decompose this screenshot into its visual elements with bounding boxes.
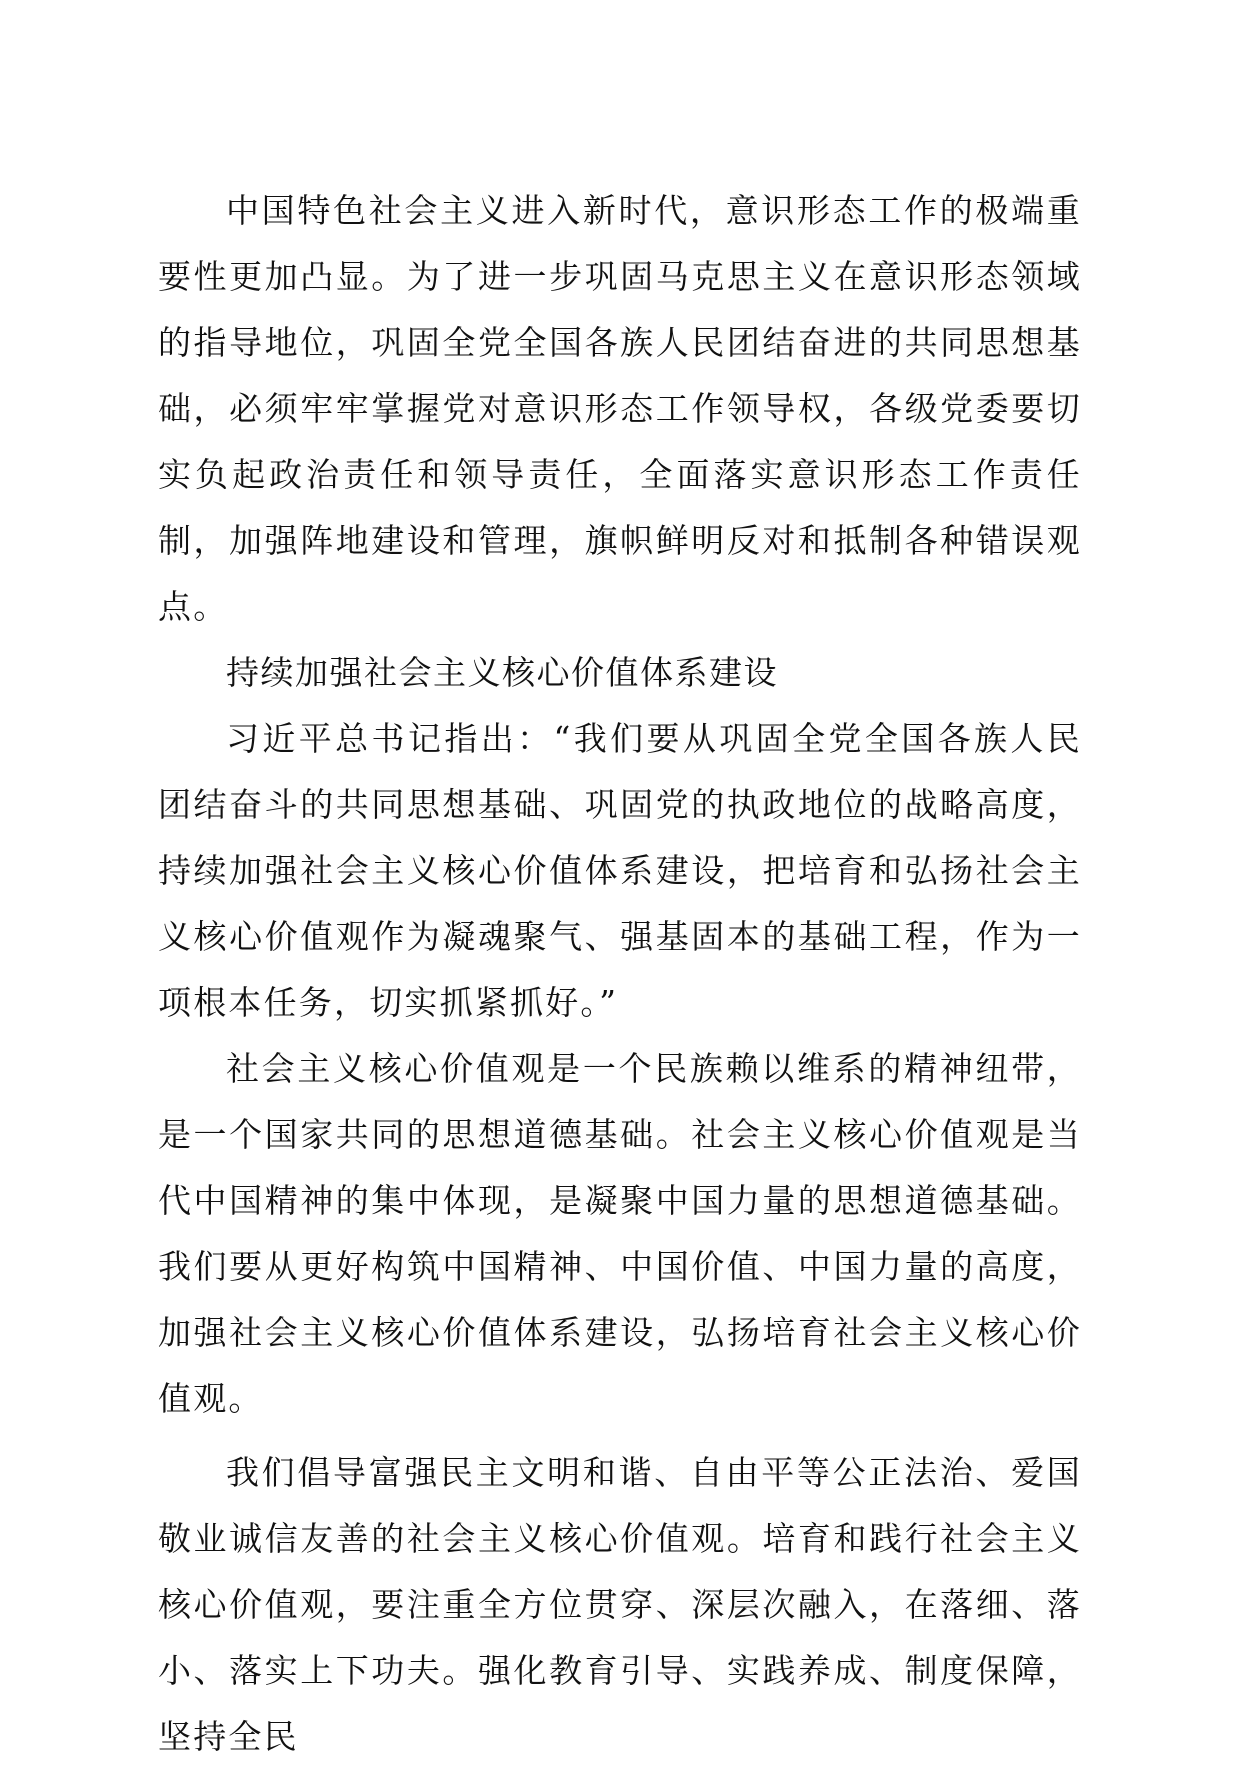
paragraph-quote: 习近平总书记指出：“我们要从巩固全党全国各族人民团结奋斗的共同思想基础、巩固党的执政地位的战略高度，持续加强社会主义核心价值体系建设，把培育和弘扬社会主义核心价值观作为凝魂聚气、强基固本的基础工程，作为一项根本任务，切实抓紧抓好。”: [158, 719, 1082, 1022]
section-heading: 持续加强社会主义核心价值体系建设: [226, 653, 778, 692]
paragraph-advocacy: 我们倡导富强民主文明和谐、自由平等公正法治、爱国敬业诚信友善的社会主义核心价值观。培育和践行社会主义核心价值观，要注重全方位贯穿、深层次融入，在落细、落小、落实上下功夫。强化教育引导、实践养成、制度保障，坚持全民: [158, 1453, 1082, 1756]
document-body: [158, 178, 1082, 1770]
paragraph-core-values: 社会主义核心价值观是一个民族赖以维系的精神纽带，是一个国家共同的思想道德基础。社会主义核心价值观是当代中国精神的集中体现，是凝聚中国力量的思想道德基础。我们要从更好构筑中国精神、中国价值、中国力量的高度，加强社会主义核心价值体系建设，弘扬培育社会主义核心价值观。: [158, 1049, 1082, 1418]
paragraph-intro: 中国特色社会主义进入新时代，意识形态工作的极端重要性更加凸显。为了进一步巩固马克思主义在意识形态领域的指导地位，巩固全党全国各族人民团结奋进的共同思想基础，必须牢牢掌握党对意识形态工作领导权，各级党委要切实负起政治责任和领导责任，全面落实意识形态工作责任制，加强阵地建设和管理，旗帜鲜明反对和抵制各种错误观点。: [158, 191, 1082, 626]
